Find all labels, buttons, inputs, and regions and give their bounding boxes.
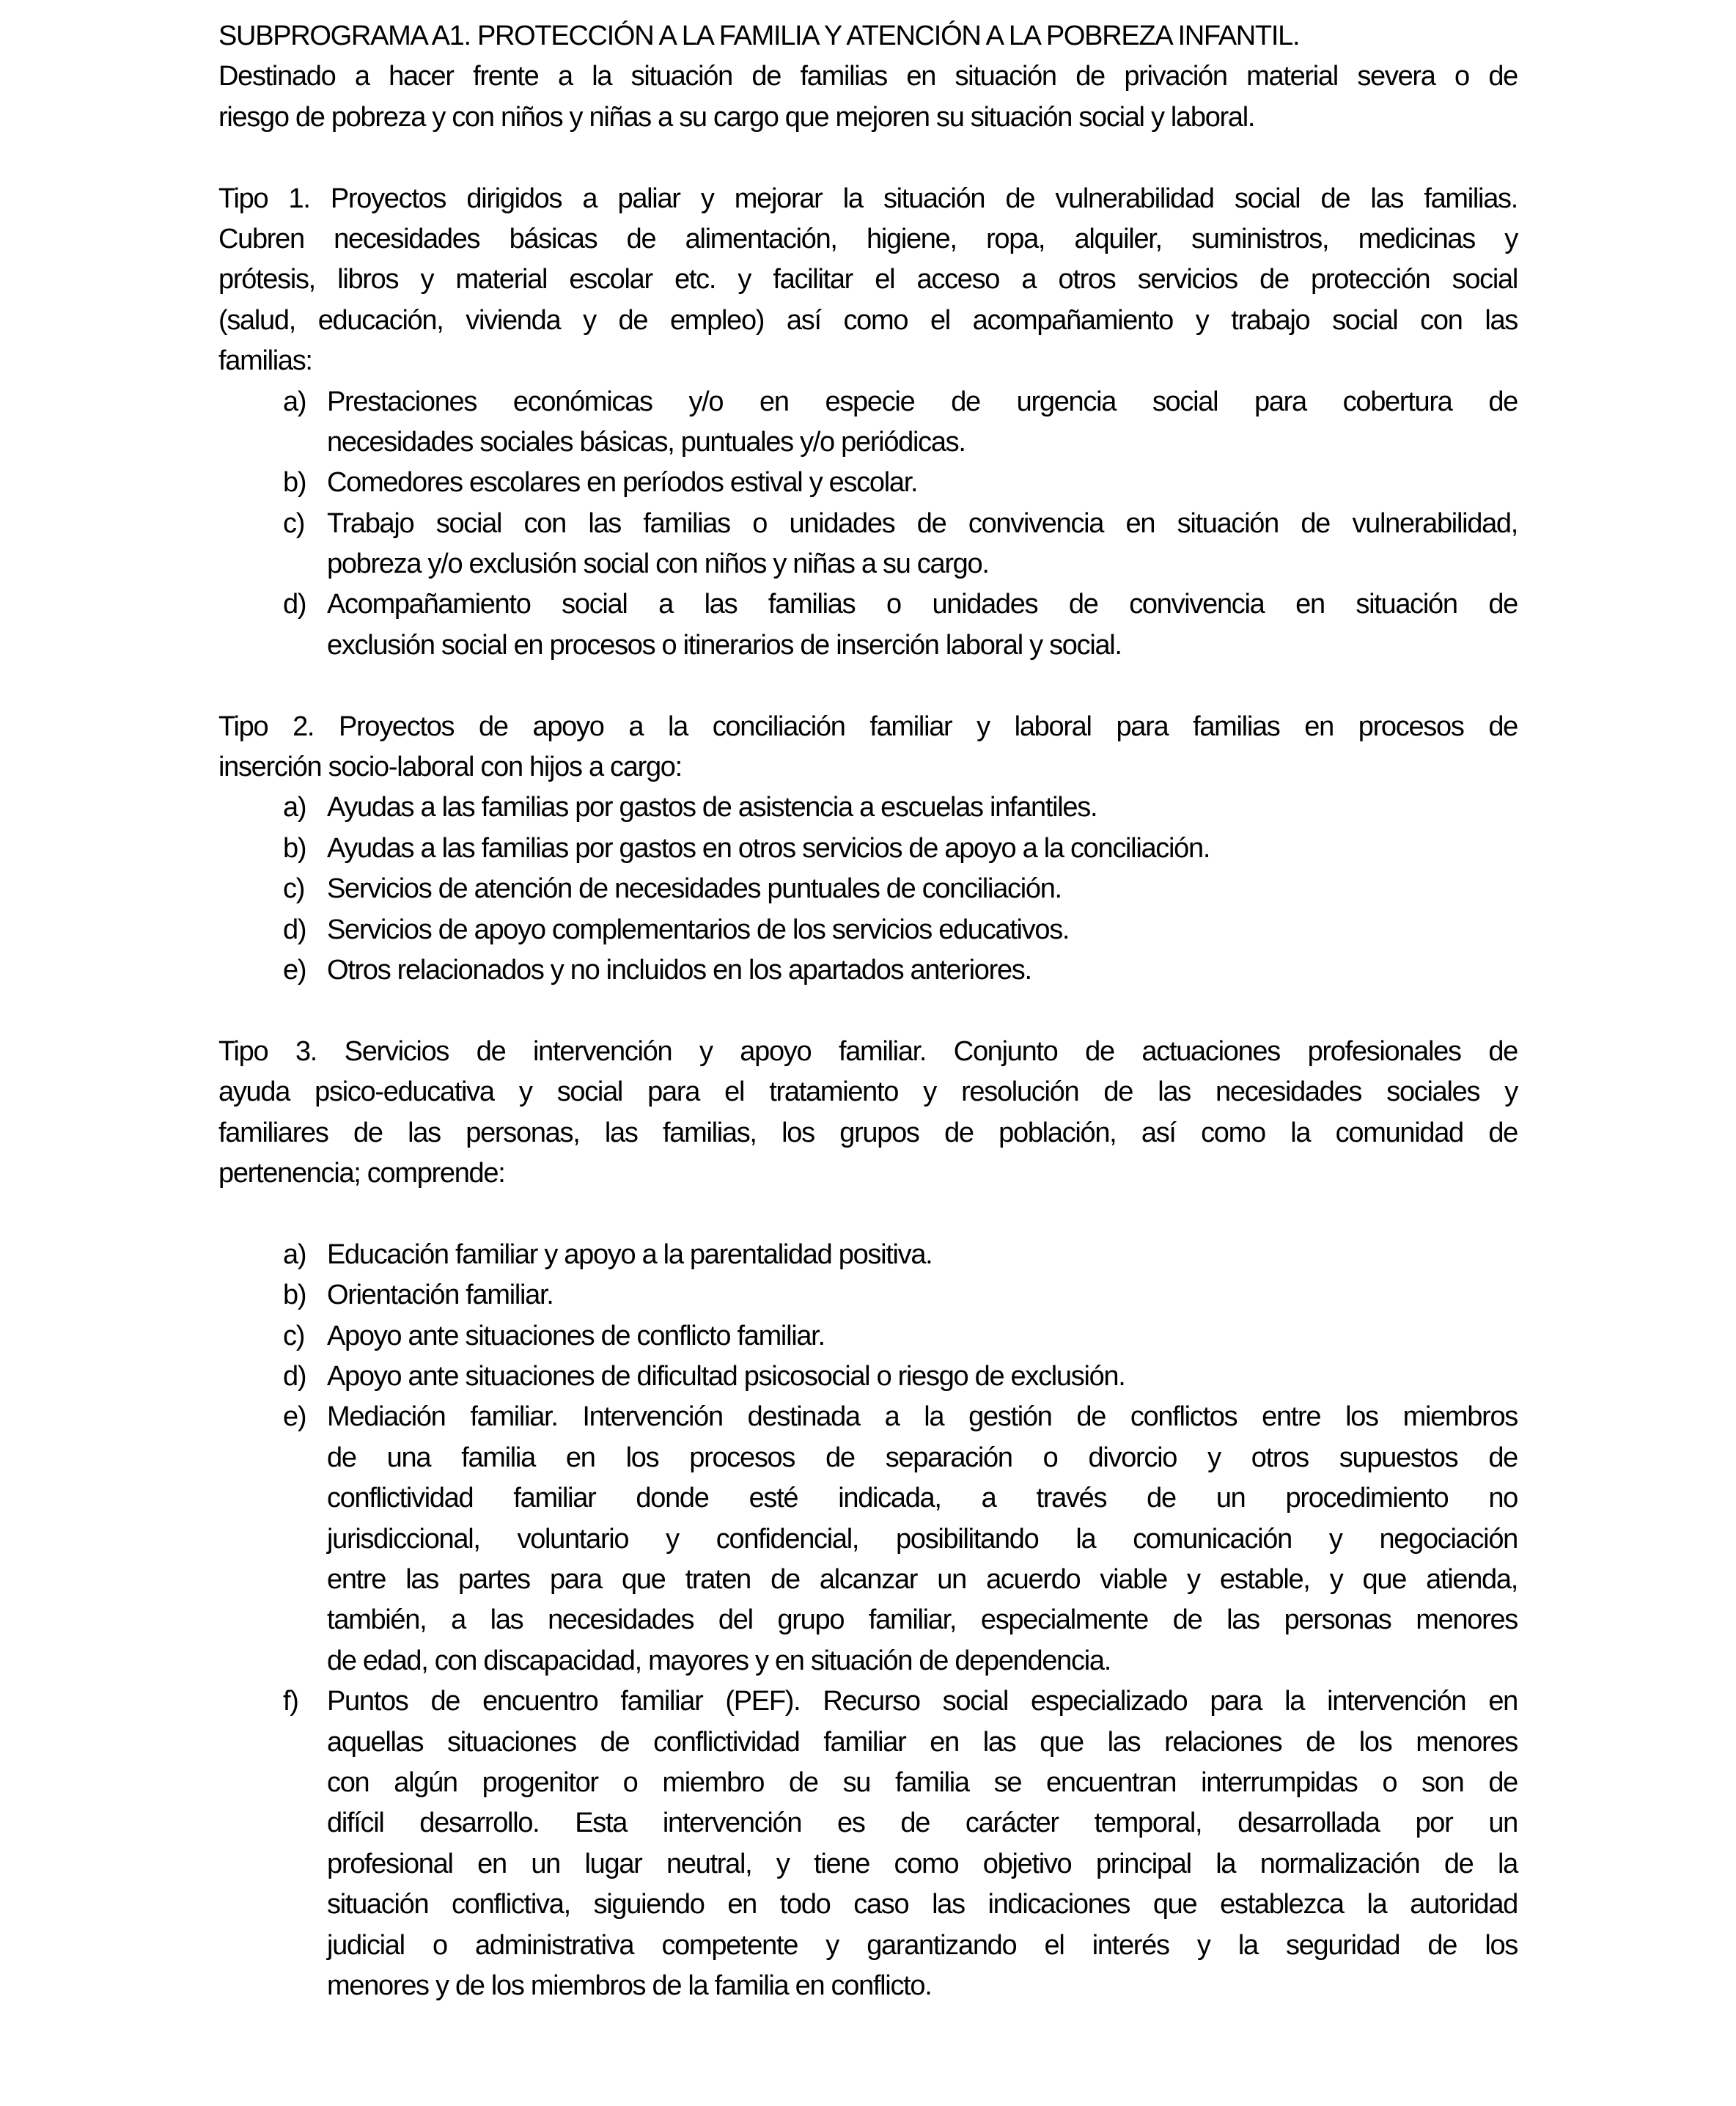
list-item-line: de edad, con discapacidad, mayores y en situación de dependencia. [327,1645,1111,1676]
list-item [218,584,1518,666]
list-item-label: d) [283,589,306,620]
list-item-body [327,1275,1518,1316]
list-item-line: entre las partes para que traten de alcanzar un acuerdo viable y estable, y que atienda, [327,1564,1518,1595]
list-item [218,829,1518,869]
list-item-label: e) [283,1401,306,1433]
list-item-body [327,869,1518,909]
list-item-body [327,788,1518,828]
list-item-line: Apoyo ante situaciones de dificultad psicosocial o riesgo de exclusión. [327,1361,1125,1393]
list-item-body [327,910,1518,950]
list-item-label: c) [283,507,305,539]
list-item-body [327,504,1518,585]
tipo-description [218,707,1518,788]
blank-line [218,991,1518,1031]
list-item-label: c) [283,1320,305,1351]
list-item-line: conflictividad familiar donde esté indicada, a través de un procedimiento no [327,1483,1518,1514]
list-item-label: f) [283,1686,298,1717]
list-item-body [327,950,1518,991]
list-item-line: Ayudas a las familias por gastos en otros servicios de apoyo a la conciliación. [327,832,1210,864]
paragraph-line: familiares de las personas, las familias, los grupos de población, así como la comunidad de [218,1117,1518,1148]
intro-paragraph [218,56,1518,138]
list-item-label: d) [283,914,306,945]
paragraph-line: Tipo 3. Servicios de intervención y apoyo familiar. Conjunto de actuaciones profesionales de [218,1035,1518,1067]
paragraph-line: Tipo 2. Proyectos de apoyo a la conciliación familiar y laboral para familias en procesos de [218,711,1518,742]
list-item-line: Servicios de apoyo complementarios de los servicios educativos. [327,914,1070,945]
list-item-body [327,382,1518,463]
list-item-body [327,1681,1518,2006]
tipo-item-list [218,1235,1518,2006]
list-item [218,910,1518,950]
list-item-line: Mediación familiar. Intervención destinada a la gestión de conflictos entre los miembros [327,1401,1518,1433]
list-item-label: a) [283,792,306,823]
list-item-line: Puntos de encuentro familiar (PEF). Recurso social especializado para la intervención en [327,1686,1518,1717]
list-item [218,1681,1518,2006]
list-item-line: Acompañamiento social a las familias o unidades de convivencia en situación de [327,589,1518,620]
list-item-line: difícil desarrollo. Esta intervención es de carácter temporal, desarrollada por un [327,1808,1518,1839]
blank-line [218,138,1518,178]
list-item-label: b) [283,467,306,499]
list-item-body [327,1316,1518,1357]
list-item-line: Educación familiar y apoyo a la parentalidad positiva. [327,1239,933,1270]
list-item [218,1397,1518,1681]
list-item-line: necesidades sociales básicas, puntuales y/o periódicas. [327,426,966,458]
paragraph-line: familias: [218,345,312,377]
list-item-line: Comedores escolares en períodos estival y escolar. [327,467,918,499]
list-item-line: menores y de los miembros de la familia en conflicto. [327,1970,932,2001]
list-item-line: profesional en un lugar neutral, y tiene como objetivo principal la normalización de la [327,1848,1518,1879]
list-item [218,788,1518,828]
list-item [218,1357,1518,1397]
tipos-container [218,138,1518,2006]
list-item-body [327,829,1518,869]
list-item-body [327,463,1518,503]
paragraph-line: Cubren necesidades básicas de alimentación, higiene, ropa, alquiler, suministros, medicinas y [218,223,1518,254]
list-item [218,504,1518,585]
tipo-item-list [218,382,1518,667]
list-item [218,463,1518,503]
list-item-line: Trabajo social con las familias o unidades de convivencia en situación de vulnerabilidad, [327,507,1518,539]
list-item-line: Prestaciones económicas y/o en especie de urgencia social para cobertura de [327,386,1518,417]
tipo-section [218,1032,1518,2006]
list-item-label: a) [283,386,306,417]
list-item [218,1275,1518,1316]
list-item-body [327,584,1518,666]
list-item-line: de una familia en los procesos de separación o divorcio y otros supuestos de [327,1442,1518,1473]
list-item-label: a) [283,1239,306,1270]
tipo-description [218,179,1518,382]
list-item-line: jurisdiccional, voluntario y confidencial, posibilitando la comunicación y negociación [327,1523,1518,1555]
list-item-line: exclusión social en procesos o itinerarios de inserción laboral y social. [327,629,1122,661]
list-item-label: c) [283,873,305,905]
list-item-label: b) [283,832,306,864]
paragraph-line: (salud, educación, vivienda y de empleo) así como el acompañamiento y trabajo social con las [218,304,1518,336]
list-item [218,1316,1518,1357]
list-item-line: aquellas situaciones de conflictividad familiar en las que las relaciones de los menores [327,1726,1518,1758]
list-item-line: judicial o administrativa competente y garantizando el interés y la seguridad de los [327,1929,1518,1961]
list-item-line: Orientación familiar. [327,1280,553,1311]
paragraph-line: pertenencia; comprende: [218,1158,505,1189]
list-item-label: b) [283,1280,306,1311]
paragraph-line: prótesis, libros y material escolar etc. y facilitar el acceso a otros servicios de protección social [218,264,1518,296]
list-item-line: con algún progenitor o miembro de su familia se encuentran interrumpidas o son de [327,1766,1518,1798]
list-item-line: Otros relacionados y no incluidos en los apartados anteriores. [327,955,1031,986]
list-item-label: e) [283,955,306,986]
blank-line [218,1194,1518,1234]
list-item [218,382,1518,463]
document-page [218,16,1518,2006]
list-item-line: Servicios de atención de necesidades puntuales de conciliación. [327,873,1062,905]
list-item-label: d) [283,1361,306,1393]
list-item-body [327,1397,1518,1681]
paragraph-line: Destinado a hacer frente a la situación de familias en situación de privación material severa o de [218,61,1518,92]
list-item [218,869,1518,909]
paragraph-line: riesgo de pobreza y con niños y niñas a su cargo que mejoren su situación social y laboral. [218,101,1255,133]
tipo-section [218,707,1518,991]
paragraph-line: inserción socio-laboral con hijos a cargo: [218,752,682,783]
list-item-line: también, a las necesidades del grupo familiar, especialmente de las personas menores [327,1604,1518,1636]
list-item [218,1235,1518,1275]
list-item-body [327,1357,1518,1397]
list-item-line: Ayudas a las familias por gastos de asistencia a escuelas infantiles. [327,792,1097,823]
list-item-line: Apoyo ante situaciones de conflicto familiar. [327,1320,825,1351]
subprogram-heading: SUBPROGRAMA A1. PROTECCIÓN A LA FAMILIA Y ATENCIÓN A LA POBREZA INFANTIL. [218,21,1300,51]
list-item-body [327,1235,1518,1275]
blank-line [218,666,1518,706]
tipo-section [218,179,1518,667]
list-item-line: situación conflictiva, siguiendo en todo caso las indicaciones que establezca la autoridad [327,1889,1518,1920]
list-item [218,950,1518,991]
list-item-line: pobreza y/o exclusión social con niños y niñas a su cargo. [327,548,989,580]
paragraph-line: Tipo 1. Proyectos dirigidos a paliar y mejorar la situación de vulnerabilidad social de las familias. [218,183,1518,214]
paragraph-line: ayuda psico-educativa y social para el tratamiento y resolución de las necesidades sociales y [218,1076,1518,1108]
tipo-item-list [218,788,1518,991]
tipo-description [218,1032,1518,1195]
